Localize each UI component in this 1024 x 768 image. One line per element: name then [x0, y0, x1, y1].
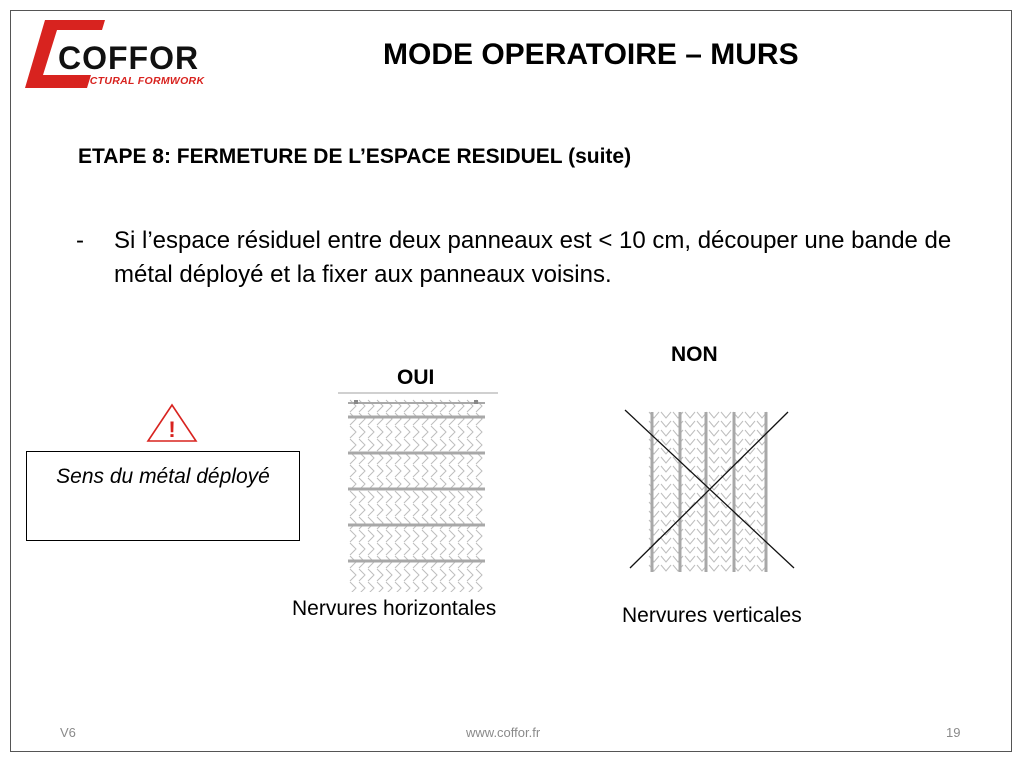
- logo-tagline: STRUCTURAL FORMWORK: [60, 75, 205, 87]
- label-non: NON: [671, 343, 718, 366]
- mesh-horizontal-ribs-illustration: [338, 392, 498, 592]
- label-oui: OUI: [397, 366, 435, 389]
- warning-mark: !: [168, 417, 176, 442]
- slide-frame: [10, 10, 1012, 752]
- slide-title: MODE OPERATOIRE – MURS: [383, 38, 799, 71]
- logo-wordmark: COFFOR: [58, 40, 200, 76]
- instruction-bullet: [76, 224, 1001, 292]
- footer-version: V6: [60, 725, 76, 740]
- bullet-text: Si l’espace résiduel entre deux panneaux est < 10 cm, découper une bande de métal déployé et la fixer aux panneaux voisins.: [114, 227, 952, 288]
- footer-website: www.coffor.fr: [466, 725, 541, 740]
- footer-page-number: 19: [946, 725, 961, 740]
- metal-direction-box: Sens du métal déployé: [26, 451, 300, 541]
- caption-horizontal: Nervures horizontales: [292, 597, 497, 620]
- bullet-marker: -: [76, 227, 84, 254]
- mesh-vertical-ribs-illustration: [622, 408, 797, 576]
- caption-vertical: Nervures verticales: [622, 604, 802, 627]
- step-title: ETAPE 8: FERMETURE DE L’ESPACE RESIDUEL (suite): [78, 145, 632, 168]
- warning-triangle-icon: [146, 403, 198, 443]
